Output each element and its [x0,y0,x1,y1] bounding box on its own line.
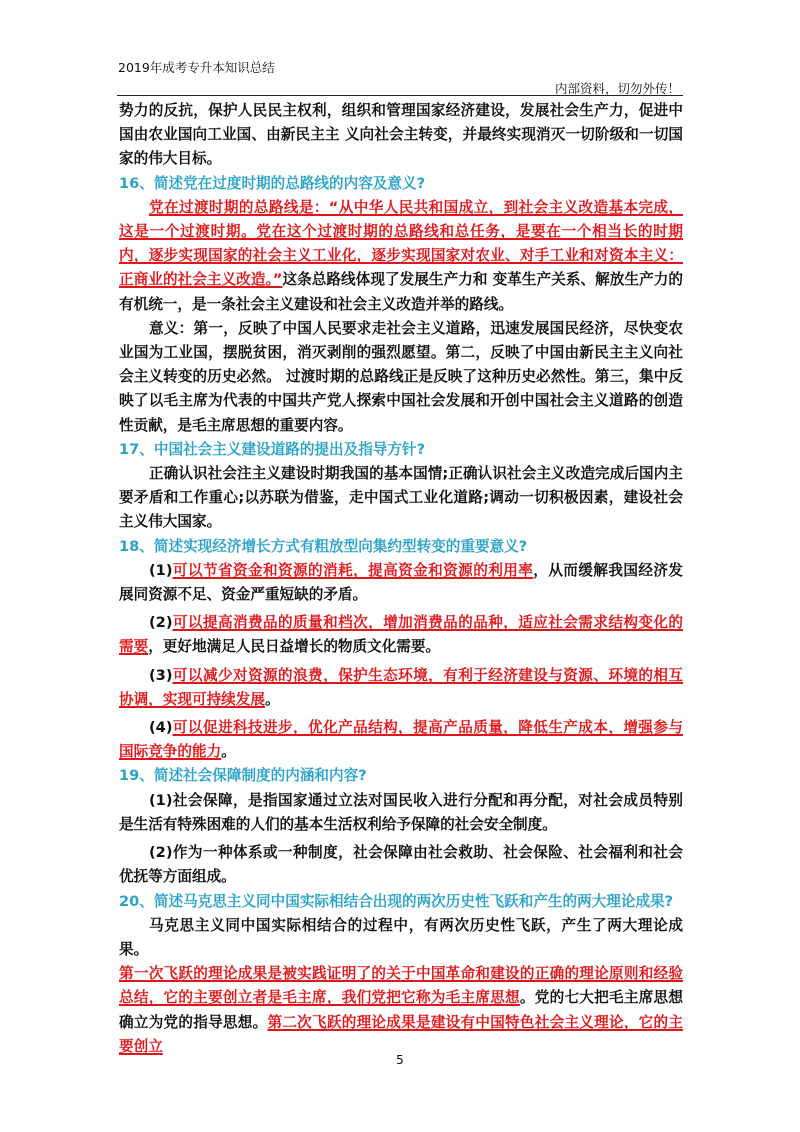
header-divider [117,95,683,96]
q19-item-1 [119,789,683,837]
q17-paragraph-1: 正确认识社会注主义建设时期我国的基本国情;正确认识社会主义改造完成后国内主要矛盾和工作重心;以苏联为借鉴，走中国式工业化道路;调动一切积极因素，建设社会主义伟大国家。 [119,465,683,531]
q18-item-3 [119,664,683,712]
q18-item-1 [119,559,683,607]
q16-paragraph-1 [119,196,683,317]
q18-title: 18、简述实现经济增长方式有粗放型向集约型转变的重要意义? [119,537,528,555]
page-number: 5 [396,1053,404,1067]
q19-item-1-num: (1) [149,791,173,809]
header-left-title: 2019年成考专升本知识总结 [118,60,275,75]
q18-item-4-num: (4) [149,719,173,737]
q19-item-2-num: (2) [149,844,173,862]
q18-item-3-rest: 。 [264,690,280,708]
q18-item-2-num: (2) [149,614,173,632]
q18-item-3-num: (3) [149,666,173,684]
q20-paragraph-2 [119,962,683,1059]
q18-item-1-red: 可以节省资金和资源的消耗，提高资金和资源的利用率 [172,561,534,579]
q18-item-4-red: 可以促进科技进步，优化产品结构，提高产品质量，降低生产成本，增强参与国际竞争的能力 [119,719,683,761]
q20-paragraph-1: 马克思主义同中国实际相结合的过程中，有两次历史性飞跃，产生了两大理论成果。 [119,916,683,958]
q18-item-3-red: 可以减少对资源的浪费，保护生态环境，有利于经济建设与资源、环境的相互协调，实现可持续发展 [119,666,683,708]
q19-title: 19、简述社会保障制度的内涵和内容? [119,767,367,785]
q19-item-1-text: 社会保障，是指国家通过立法对国民收入进行分配和再分配，对社会成员特别是生活有特殊困难的人们的基本生活权利给予保障的社会安全制度。 [119,791,683,833]
q16-paragraph-2: 意义：第一，反映了中国人民要求走社会主义道路，迅速发展国民经济，尽快变农业国为工业国，摆脱贫困，消灭剥削的强烈愿望。第二，反映了中国由新民主主义向社会主义转变的历史必然。 过渡时期的总路线正是反映了这种历史必然性。第三，集中反映了以毛主席为代表的中国共产党人探索中国社会发展和开创中国社会主义道路的创造性贡献，是毛主席思想的重要内容。 [119,319,683,434]
q17-title: 17、中国社会主义建设道路的提出及指导方针? [119,440,426,458]
q16-title: 16、简述党在过度时期的总路线的内容及意义? [119,174,426,192]
q20-red-text-2: 第二次飞跃的理论成果是建设有中国特色社会主义理论，它的主要创立 [119,1013,683,1055]
q19-item-2 [119,841,683,889]
q18-item-4-rest: 。 [221,743,236,761]
q20-title: 20、简述马克思主义同中国实际相结合出现的两次历史性飞跃和产生的两大理论成果? [119,892,674,910]
q20-red-text-1: 第一次飞跃的理论成果是被实践证明了的关于中国革命和建设的正确的理论原则和经验总结，它的主要创立者是毛主席，我们党把它称为毛主席思想 [119,965,683,1007]
q16-red-text: 党在过渡时期的总路线是：“从中华人民共和国成立，到社会主义改造基本完成，这是一个过渡时期。党在这个过渡时期的总路线和总任务，是要在一个相当长的时期内，逐步实现国家的社会主义工业化，逐步实现国家对农业、对手工业和对资本主义：正商业的社会主义改造。” [119,198,683,289]
q18-item-2 [119,611,683,659]
q18-item-2-rest: ，更好地满足人民日益增长的物质文化需要。 [148,638,441,656]
q18-item-2-red: 可以提高消费品的质量和档次，增加消费品的品种，适应社会需求结构变化的需要 [119,614,683,656]
header-right-notice: 内部资料，切勿外传！ [554,81,680,96]
document-body [119,99,683,1059]
q20-mid-text: 。党的七大把毛主席思想确立为党的指导思想。 [119,989,683,1031]
q18-item-1-num: (1) [149,561,173,579]
q18-item-1-rest: ，从而缓解我国经济发展同资源不足、资金严重短缺的矛盾。 [119,561,683,604]
q16-rest-text: 这条总路线体现了发展生产力和 变革生产关系、解放生产力的有机统一，是一条社会主义建设和社会主义改造并举的路线。 [119,271,683,313]
top-paragraph: 势力的反抗，保护人民民主权利，组织和管理国家经济建设，发展社会生产力，促进中国由农业国向工业国、由新民主主 义向社会主转变，并最终实现消灭一切阶级和一切国家的伟大目标。 [119,102,683,168]
q18-item-4 [119,716,683,764]
q19-item-2-text: 作为一种体系或一种制度，社会保障由社会救助、社会保险、社会福利和社会优抚等方面组成。 [119,844,683,886]
